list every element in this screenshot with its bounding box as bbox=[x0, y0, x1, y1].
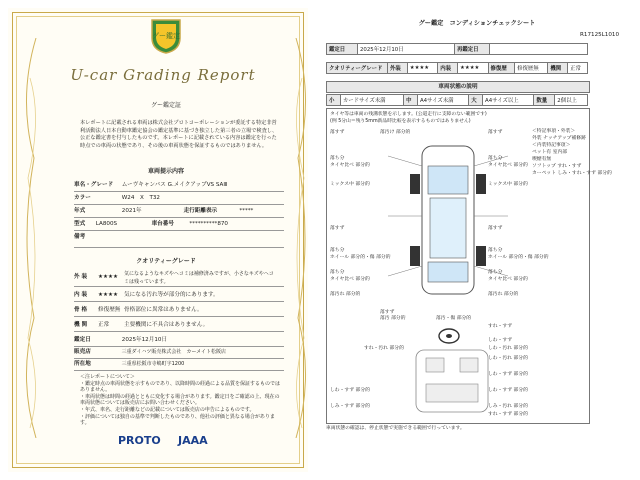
interior-callout-right-4: しわ・汚れ 部分的 bbox=[488, 356, 528, 361]
callout-left-6 bbox=[330, 268, 370, 282]
goo-shield-logo bbox=[150, 18, 182, 54]
certificate-title: U-car Grading Report bbox=[70, 66, 256, 84]
callout-mid-3: 落汚 部分的 bbox=[380, 316, 406, 321]
size-large: 大 bbox=[469, 95, 483, 106]
vehicle-color-label: カラー bbox=[74, 195, 91, 201]
callout-text: タイヤ比べ 部分的 bbox=[330, 277, 370, 282]
callout-mid-2: 落すず bbox=[380, 310, 395, 315]
callout-text: 落ち分 bbox=[488, 270, 503, 275]
sheet-footer-note: 車両状態の確認は、停止状態で実施できる範囲で行っています。 bbox=[326, 426, 465, 431]
logo-text: グー鑑定 bbox=[152, 32, 180, 40]
callout-text: 落ち分 bbox=[488, 248, 503, 253]
right-ornament bbox=[288, 38, 316, 438]
callout-text: 落ち分 bbox=[330, 156, 345, 161]
callout-right-7 bbox=[488, 290, 518, 297]
interior-callout-right-6: しわ・すず 部分的 bbox=[488, 388, 528, 393]
quality-label: 外 装 bbox=[74, 274, 88, 280]
callout-left-2 bbox=[330, 154, 370, 168]
vehicle-note-row bbox=[74, 231, 284, 248]
engine-value: 正常 bbox=[568, 63, 588, 74]
equipment-item: カーペット しみ・すれ・すず 部分的 bbox=[532, 171, 612, 176]
sheet-date-table bbox=[326, 43, 588, 55]
interior-callout-left: すれ・汚れ 部分的 bbox=[364, 346, 404, 351]
callout-left-4 bbox=[330, 224, 344, 231]
state-section-title: 車両状態の説明 bbox=[326, 81, 590, 93]
callout-right-4 bbox=[488, 224, 502, 231]
callout-text: タイヤ比べ 部分的 bbox=[488, 163, 528, 168]
date-value: 2025年12月10日 bbox=[358, 44, 455, 55]
callout-right-6 bbox=[488, 268, 528, 282]
quality-stars: 修復歴無 bbox=[98, 307, 121, 313]
issuer-label: グー鑑定証 bbox=[150, 102, 181, 109]
vin-value: **********870 bbox=[189, 221, 228, 227]
sheet-quality-table bbox=[326, 62, 588, 74]
count-label: 数量 bbox=[534, 95, 555, 106]
note-item: ・車両状態は時間の経過とともに変化する場合があります。鑑定日をご確認の上、現在の車両状態については販売店にお問い合わせください。 bbox=[80, 393, 280, 407]
vehicle-note-label: 備考 bbox=[74, 234, 86, 240]
quality-row-interior bbox=[74, 289, 284, 302]
vehicle-name-row bbox=[74, 179, 284, 192]
quality-row-frame bbox=[74, 304, 284, 317]
callout-mid-4: 落汚・傷 部分的 bbox=[436, 316, 472, 321]
callout-left-7 bbox=[330, 290, 360, 297]
quality-row-exterior bbox=[74, 268, 284, 287]
interior-label: 内装 bbox=[438, 63, 458, 74]
address-value: 三重県松阪市寺嶋町字1200 bbox=[121, 361, 185, 367]
callout-text: 落ち分 bbox=[488, 156, 503, 161]
address-row bbox=[74, 358, 284, 371]
interior-seat-diagram bbox=[412, 346, 492, 416]
size-large-desc: A4サイズ以上 bbox=[483, 95, 534, 106]
note-item: ・年式、車名、走行距離などの記載については販売店の申告によるものです。 bbox=[80, 406, 255, 413]
vehicle-model-label: 型式 bbox=[74, 221, 86, 227]
callout-right-5 bbox=[488, 246, 549, 260]
engine-label: 機関 bbox=[548, 63, 568, 74]
dealer-label: 販売店 bbox=[74, 349, 91, 355]
quality-text: 骨格部位に異常はありません。 bbox=[124, 307, 203, 313]
notes-title: ＜注レポートについて＞ bbox=[80, 374, 135, 380]
quality-label: 内 装 bbox=[74, 292, 88, 298]
condition-check-sheet bbox=[318, 18, 636, 476]
repair-label: 修復歴 bbox=[488, 63, 515, 74]
certificate-intro: 本レポートに記載される車両は株式会社プロトコーポレーションが委託する特定非営利活動法人日本自動車鑑定協会の鑑定基準に基づき独立した第三者の立場で検査し、公正な鑑定書を付与したものです。本レポートに記載されている内容は鑑定を行った時点での車両の状態であり、その後の車両状態を保証するものではありません。 bbox=[80, 120, 278, 149]
quality-label: 機 関 bbox=[74, 322, 88, 328]
callout-text: 落ち分 bbox=[330, 248, 345, 253]
size-small-desc: カードサイズ未満 bbox=[340, 95, 403, 106]
interior-callout-right-8: すれ・すず 部分的 bbox=[488, 412, 528, 417]
equipment-item: ペット有 室内部 bbox=[532, 150, 568, 155]
mileage-value: ***** bbox=[239, 208, 254, 214]
callout-text: ミックス中 部分的 bbox=[330, 182, 370, 187]
equipment-item: 喫煙有無 bbox=[532, 157, 552, 162]
callout-text: タイヤ比べ 部分的 bbox=[330, 163, 370, 168]
address-label: 所在地 bbox=[74, 361, 91, 367]
size-mid: 中 bbox=[404, 95, 418, 106]
size-mid-desc: A4サイズ未満 bbox=[417, 95, 468, 106]
interior-value: ★★★★ bbox=[458, 63, 488, 74]
tire-note-example: (例 5分山＝残り5mm新品時比較を表示するものではありません) bbox=[330, 119, 471, 124]
repair-value: 修復歴無 bbox=[515, 63, 548, 74]
callout-text: 落すず bbox=[330, 226, 345, 231]
quality-row-engine bbox=[74, 319, 284, 332]
vehicle-color-value: W24 X T32 bbox=[121, 195, 160, 201]
equipment-item: ＜内装特記事項＞ bbox=[532, 143, 571, 148]
interior-callout-right-7: しみ・汚れ 部分的 bbox=[488, 404, 528, 409]
left-ornament bbox=[16, 38, 44, 438]
exterior-value: ★★★★ bbox=[407, 63, 437, 74]
quality-label: 骨 格 bbox=[74, 307, 88, 313]
callout-mid-1: 落汚け 部分的 bbox=[380, 130, 411, 135]
interior-callout-right-3: しわ・汚れ 部分的 bbox=[488, 346, 528, 351]
callout-text: 落すず bbox=[488, 226, 503, 231]
equipment-notes bbox=[532, 128, 612, 177]
redate-value bbox=[490, 44, 588, 55]
vehicle-section-title: 車両提示内容 bbox=[147, 168, 184, 175]
dealer-value: 三重ダイハツ販売株式会社 カーメイト松阪店 bbox=[121, 349, 227, 355]
vehicle-year-value: 2021年 bbox=[121, 208, 142, 214]
note-item: ・評価については独自の基準で判断したものであり、他社の評価と異なる場合があります。 bbox=[80, 413, 275, 427]
quality-text: 主要機関に不具合はありません。 bbox=[124, 322, 209, 328]
vehicle-name-label: 車名・グレード bbox=[74, 182, 114, 188]
jaaa-brand-logo: JAAA bbox=[178, 434, 208, 447]
size-legend-table bbox=[326, 94, 588, 106]
callout-left-5 bbox=[330, 246, 391, 260]
interior-callout-bottom-1: しわ・すず 部分的 bbox=[330, 388, 370, 393]
vehicle-color-row bbox=[74, 192, 284, 205]
report-notes bbox=[80, 374, 280, 427]
note-item: ・鑑定時点の車両状態を示すものであり、以降時間の経過による品質を保証するものではありません。 bbox=[80, 380, 281, 394]
inspection-date-value: 2025年12月10日 bbox=[121, 337, 168, 343]
equipment-item: 外装 ナッチアップ補修跡 bbox=[532, 136, 586, 141]
date-label: 鑑定日 bbox=[327, 44, 358, 55]
interior-callout-right-2: しわ・すず bbox=[488, 338, 513, 343]
exterior-label: 外装 bbox=[388, 63, 408, 74]
quality-stars: ★★★★ bbox=[98, 292, 119, 298]
equipment-title: ＜特記事項・外装＞ bbox=[532, 129, 576, 134]
equipment-item: ソフトップ すれ・すず bbox=[532, 164, 582, 169]
vehicle-year-row bbox=[74, 205, 284, 218]
callout-text: ホイール 部分的・傷 部分的 bbox=[488, 255, 549, 260]
callout-text: 落すず bbox=[488, 130, 503, 135]
quality-section-title: クオリティーグレード bbox=[136, 258, 196, 265]
callout-text: ミックス中 部分的 bbox=[488, 182, 528, 187]
vehicle-model-row bbox=[74, 218, 284, 231]
callout-right-2 bbox=[488, 154, 528, 168]
count-desc: 2個以上 bbox=[555, 95, 588, 106]
quality-text: 気になるようなキズやヘコミは補修済みですが、小さなキズやヘコミは残っています。 bbox=[124, 271, 274, 285]
callout-text: 落汚れ 部分的 bbox=[488, 292, 519, 297]
mileage-label: 走行距離表示 bbox=[183, 208, 218, 214]
callout-text: 落汚れ 部分的 bbox=[330, 292, 361, 297]
callout-text: 落ち分 bbox=[330, 270, 345, 275]
interior-callout-bottom-2: しみ・すず 部分的 bbox=[330, 404, 370, 409]
sheet-title: グー鑑定 コンディションチェックシート bbox=[418, 20, 536, 27]
inspection-date-label: 鑑定日 bbox=[74, 337, 91, 343]
vehicle-model-value: LA800S bbox=[95, 221, 118, 227]
interior-callout-right-1: すれ・すず bbox=[488, 324, 513, 329]
size-small: 小 bbox=[327, 95, 341, 106]
callout-right-1 bbox=[488, 128, 502, 135]
callout-right-3 bbox=[488, 180, 528, 187]
quality-text: 気になる汚れ等が部分的にあります。 bbox=[124, 292, 219, 298]
quality-stars: 正常 bbox=[98, 322, 110, 328]
interior-callout-right-5: しわ・すず 部分的 bbox=[488, 372, 528, 377]
callout-text: 落すず bbox=[330, 130, 345, 135]
callout-left-3 bbox=[330, 180, 370, 187]
callout-text: タイヤ比べ 部分的 bbox=[488, 277, 528, 282]
quality-grade-label: クオリティーグレード bbox=[327, 63, 388, 74]
redate-label: 再鑑定日 bbox=[455, 44, 490, 55]
tire-note: タイヤ等は車両の残溝状態を示します。(公道走行に支障のない範囲です) bbox=[330, 112, 487, 117]
report-number: R17125L1010 bbox=[580, 32, 620, 38]
proto-brand-logo: PROTO bbox=[118, 434, 161, 447]
vehicle-year-label: 年式 bbox=[74, 208, 86, 214]
vin-label: 車台番号 bbox=[151, 221, 174, 227]
vehicle-name-value: ムーヴキャンバス G.メイクアップVS SAⅢ bbox=[121, 182, 228, 188]
callout-left-1 bbox=[330, 128, 344, 135]
quality-stars: ★★★★ bbox=[98, 274, 119, 280]
grading-certificate bbox=[8, 8, 308, 472]
steering-wheel-icon bbox=[438, 328, 460, 344]
callout-text: ホイール 部分的・傷 部分的 bbox=[330, 255, 391, 260]
